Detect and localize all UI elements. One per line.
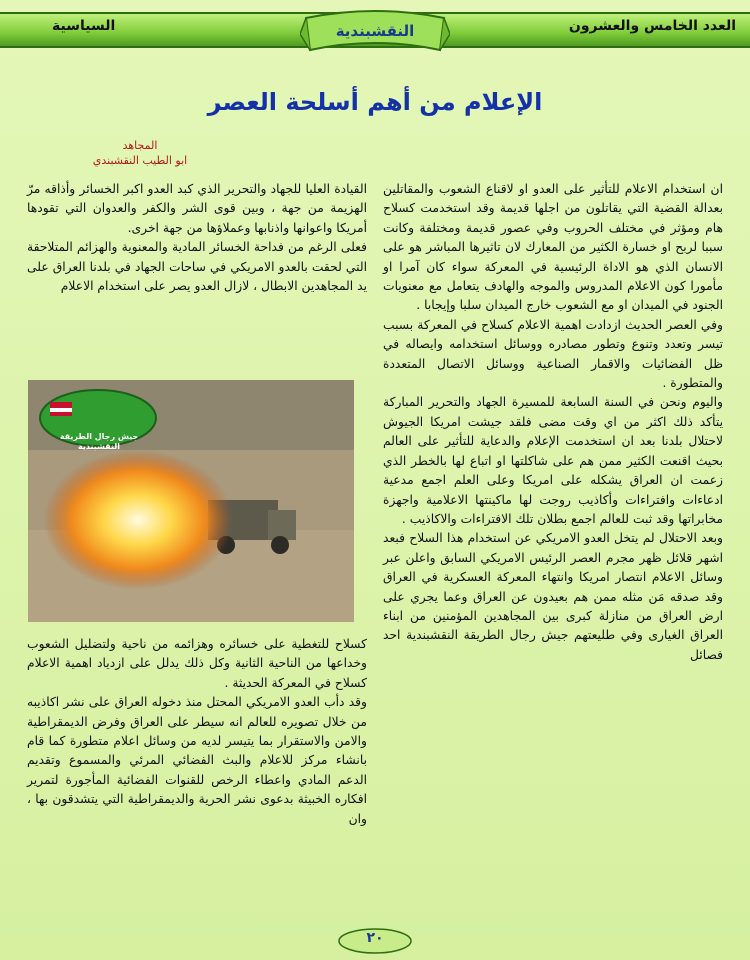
column-left-bottom (27, 635, 367, 920)
author-name: ابو الطيب النقشبندي (92, 154, 188, 167)
column-left-top (27, 180, 367, 365)
ribbon-text: النقشبندية (335, 22, 415, 40)
fireball (43, 450, 233, 590)
paragraph: وفي العصر الحديث ازدادت اهمية الاعلام كسلاح في المعركة بسبب تيسر وتعدد وتنوع وتطور مصادره ووسائل استخدامه وايصاله في ظل الفضائيات والاقمار الصناعية ووسائل الاتصال المتعددة والمتطورة . (383, 317, 723, 391)
paragraph: كسلاح للتغطية على خسائره وهزائمه من ناحية ولتضليل الشعوب وخداعها من الناحية الثانية وكل ذلك يدلل على ازدياد اهمية الاعلام كسلاح في المعركة الحديثة . (27, 637, 367, 690)
logo-caption: جيش رجال الطريقة النقشبندية (59, 432, 139, 451)
issue-label: العدد الخامس والعشرون (568, 18, 736, 34)
photo-illustration (28, 380, 354, 622)
paragraph: وقد دأب العدو الامريكي المحتل منذ دخوله العراق على نشر اكاذيبه من خلال تصويره للعالم انه سيطر على العراق وفرض الديمقراطية والامن والاستقرار بما يتيسر لديه من وسائل اعلام متطورة كما قام بانشاء مركز للاعلام والبث الفضائي المرئي والمسموع وتقديم الدعم المادي واعطاء الرخص للقنوات الفضائية المأجورة لتمرير افكاره الخبيثة بدعوى نشر الحرية والديمقراطية التي يتشدقون بها ، وان (27, 695, 367, 826)
paragraph: ان استخدام الاعلام للتأثير على العدو او لاقناع الشعوب والمقاتلين بعدالة القضية التي يقاتلون من اجلها قديمة وقد استخدمت كسلاح هام ومؤثر في مختلف الحروب وفي عصور قديمة ومختلفة وكانت سببا لربح او خسارة الكثير من المعارك لان تاثيرها المباشر هو على الانسان الذي هو الاداة الرئيسية في المعركة سواء كان آمرا او مأمورا كون الاعلام المدروس والموجه والهادف يتعامل مع معنويات الجنود في الميدان او مع الشعوب خارج الميدان سلبا وإيجابا . (383, 182, 723, 313)
explosion-photo (28, 380, 354, 622)
paragraph: فعلى الرغم من فداحة الخسائر المادية والمعنوية والهزائم المتلاحقة التي لحقت بالعدو الامريكي في ساحات الجهاد في بلدنا العراق على يد المجاهدين الابطال ، لازال العدو يصر على استخدام الاعلام (27, 240, 367, 294)
page-number: ٢٠ (366, 930, 384, 946)
author-signature (80, 138, 200, 168)
column-right (383, 180, 723, 920)
paragraph: وبعد الاحتلال لم يتخل العدو الامريكي عن استخدام هذا السلاح فبعد اشهر قلائل ظهر مجرم العصر الرئيس الامريكي السابق واعلن عبر وسائل الاعلام انتصار امريكا وانتهاء المعركة العسكرية في العراق وقد صدقه مَن مثله ممن هم بعيدون عن العراق وعما يجري على ارض العراق من منازلة كبرى بين المجاهدين المؤمنين من ابناء العراق الغيارى وفي طليعتهم جيش رجال الطريقة النقشبندية احد فصائل (383, 531, 723, 662)
author-prefix: المجاهد (122, 139, 158, 152)
section-label: السياسية (52, 18, 116, 34)
paragraph: القيادة العليا للجهاد والتحرير الذي كبد العدو اكبر الخسائر وأذاقه مرّ الهزيمة من جهة ، وبين قوى الشر والكفر والعدوان التي تقودها أمريكا واعوانها واذنابها وعملاؤها من جهة اخرى. (27, 182, 367, 235)
article-title: الإعلام من أهم أسلحة العصر (207, 88, 543, 116)
paragraph: واليوم ونحن في السنة السابعة للمسيرة الجهاد والتحرير المباركة يتأكد ذلك اكثر من اي وقت مضى فلقد جيشت امريكا الجيوش لاحتلال بلدنا بعد ان استخدمت الإعلام والدعاية للتأثير على العالم بحيث اقنعت الكثير ممن هم على شاكلتها او اتباع لها بالخطر الذي زعمت ان العراق يشكله على امريكا وعلى العلم اجمع مدعية ادعاءات وافتراءات وأكاذيب روجت لها ماكينتها الاعلامية واجهزة مخابراتها وقد ثبت للعالم اجمع بطلان تلك الافتراءات والاكاذيب . (383, 395, 723, 526)
